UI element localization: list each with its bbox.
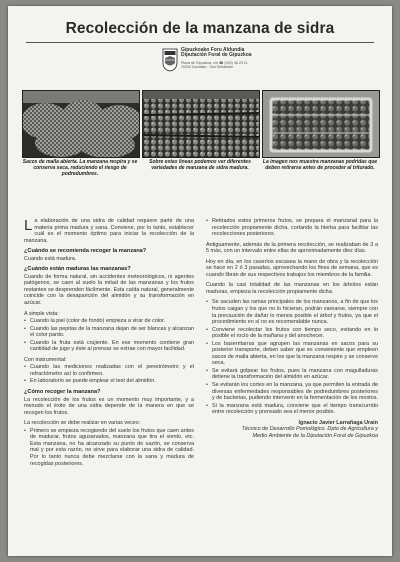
paragraph-nowadays: Hoy en día, en los caseríos escasea la mano de obra y la recolección se hace en 2 ó 3 pasadas, aprovechando los fines de semana, que es cuando libran de sus respectivos trabajos los miembros de la familia. (206, 258, 378, 278)
list-item: • Si la manzana está madura, conviene que el tiempo transcurrido entre recolección y prensado sea el menor posible. (206, 403, 378, 416)
list-simple-view (24, 318, 194, 353)
label-instrumental: Con instrumental: (24, 356, 67, 363)
intro-paragraph (24, 218, 194, 244)
signature-name: Ignacio Javier Larrañaga Urain (298, 419, 378, 426)
right-column (206, 218, 378, 439)
caption-apple-varieties: Sobre estas líneas podemos ver diferentes variedades de manzana de sidra madura. (149, 159, 251, 171)
paragraph-collection-start: Cuando la casi totalidad de las manzanas en los árboles están maduras, empieza la recolección propiamente dicha. (206, 282, 378, 295)
list-item: • Se evitarán los cortes en la manzana, ya que permiten la entrada de diversas enfermedades responsables de podredumbres posteriores y de bacterias, pudiendo intervenir en la fermentación de los mostos. (206, 382, 378, 402)
list-item: • Primero se empieza recogiendo del suelo los frutos que caen antes de madurar, frutos agusanados, manzana que tira el viento, etc. Esta manzana, no ha alcanzado su punto de sazón, se conserva mal y por esta razón, no sirve para elaborar una sidra de calidad. Por lo tanto nunca debe mezclarse con la sana y madura de recogidas posteriores. (24, 428, 194, 467)
list-item: • Cuando la piel (color de fondo) empieza a virar de color. (24, 318, 194, 325)
list-instrumental (24, 364, 194, 385)
photo-mesh-sacks (22, 90, 140, 158)
org-name-spanish: Diputación Foral de Gipuzkoa (181, 52, 252, 59)
left-column (24, 218, 194, 471)
answer-when-recommended: Cuando está madura. (24, 255, 77, 262)
org-name-basque: Gipuzkoako Foru Aldundia (181, 47, 245, 53)
poster-page (8, 6, 392, 556)
photo-rotten-apples (262, 90, 380, 158)
org-address-2: 20004 Donostia - San Sebastián (181, 65, 233, 69)
caption-mesh-sacks: Sacos de malla abierta. La manzana respira y se conserva seca, reduciendo el riesgo de podredumbres. (22, 159, 138, 177)
collect-several-times: La recolección se debe realizar en varias veces: (24, 420, 141, 427)
list-item: • Cuando las mediciones realizadas con el penetrómetro y el refractómetro así lo confirmen. (24, 364, 194, 377)
title-rule (26, 42, 374, 43)
heading-when-ripe: ¿Cuándo están maduras las manzanas? (24, 266, 131, 273)
answer-when-ripe: Cuando de forma natural, sin accidentes meteorológicos, ni agentes patógenos, se caen al suelo la mitad de las manzanas y los frutos restantes se desprenden fácilmente. Esta caída natural, generalmente coincide con la desaparición del almidón y su transformación en azúcar. (24, 273, 194, 307)
label-simple-view: A simple vista: (24, 310, 59, 317)
photo-apple-varieties (142, 90, 260, 158)
answer-how-to-collect: La recolección de los frutos es un momento muy importante, y a menudo el éxito de una sidra depende de la manera en que se recogen los frutos. (24, 396, 194, 416)
intro-text: a elaboración de una sidra de calidad requiere partir de una materia prima madura y sana. Conviene, por lo tanto, establecer cuál es el momento óptimo para iniciar la recolección de la manzana. (24, 218, 194, 244)
heading-how-to-collect: ¿Cómo recoger la manzana? (24, 389, 101, 396)
signature-role-2: Medio Ambiente de la Diputación Foral de Gipuzkoa (252, 432, 378, 439)
list-collection-first (24, 428, 194, 467)
caption-rotten-apples: La imagen nos muestra manzanas podridas que deben retirarse antes de proceder al triturado. (262, 159, 378, 171)
paragraph-formerly: Antiguamente, además de la primera recolección, se realizaban de 3 a 5 más, con un intervalo entre ellas de aproximadamente diez días. (206, 241, 378, 255)
coat-of-arms-logo (162, 48, 178, 72)
list-prepare-orchard (206, 218, 378, 238)
heading-when-recommended: ¿Cuándo se recomienda recoger la manzana? (24, 248, 147, 255)
signature-role-1: Técnico de Desarrollo Pomológico. Dpto de Agricultura y (241, 426, 378, 433)
signature-block (206, 420, 378, 440)
org-address-1: Plaza de Gipuzkoa, s/n ☎ (943) 48 23 11 (181, 60, 248, 65)
list-item: • Conviene recolectar los frutos con tiempo seco, evitando en lo posible el rocío de la mañana y del anochecer. (206, 327, 378, 340)
list-recommendations (206, 299, 378, 415)
list-item: • Los baserritarras que agrupen las manzanas en sacos para su posterior transporte, deben saber que es conveniente que empleen sacos de malla abierta, en los que la manzana respire y se conserve seca. (206, 341, 378, 367)
photo-apple-varieties-image (143, 91, 259, 157)
organization-block (181, 48, 252, 69)
list-item: • Cuando la fruta está crujiente. En ese momento contiene gran cantidad de jugo y éste al prensar se extrae con mayor facilidad. (24, 340, 194, 353)
list-item: • Se sacuden las ramas principales de los manzanos, a fin de que los frutos caigan y los que no lo hicieran, podrán varearse, siempre con la precaución de dañar lo menos posible el árbol y frutos, ya que el procedimiento en sí no es recomendable nunca. (206, 299, 378, 325)
list-item: • Retirados estos primeros frutos, se prepara el manzanal para la recolección propiamente dicha, cortando la hierba para facilitar las recolecciones posteriores. (206, 218, 378, 238)
photo-mesh-sacks-image (23, 91, 139, 157)
list-item: • Cuando las pepitas de la manzana dejan de ser blancas y alcanzan el color pardo. (24, 326, 194, 339)
list-item: • Se evitará golpear los frutos, pues la manzana con magulladuras detiene la transformación del almidón en azúcar. (206, 368, 378, 381)
page-title: Recolección de la manzana de sidra (65, 20, 335, 37)
photo-rotten-apples-image (263, 91, 379, 157)
drop-cap: L (24, 217, 33, 234)
list-item: • En laboratorio se puede emplear el test del almidón. (24, 378, 194, 385)
